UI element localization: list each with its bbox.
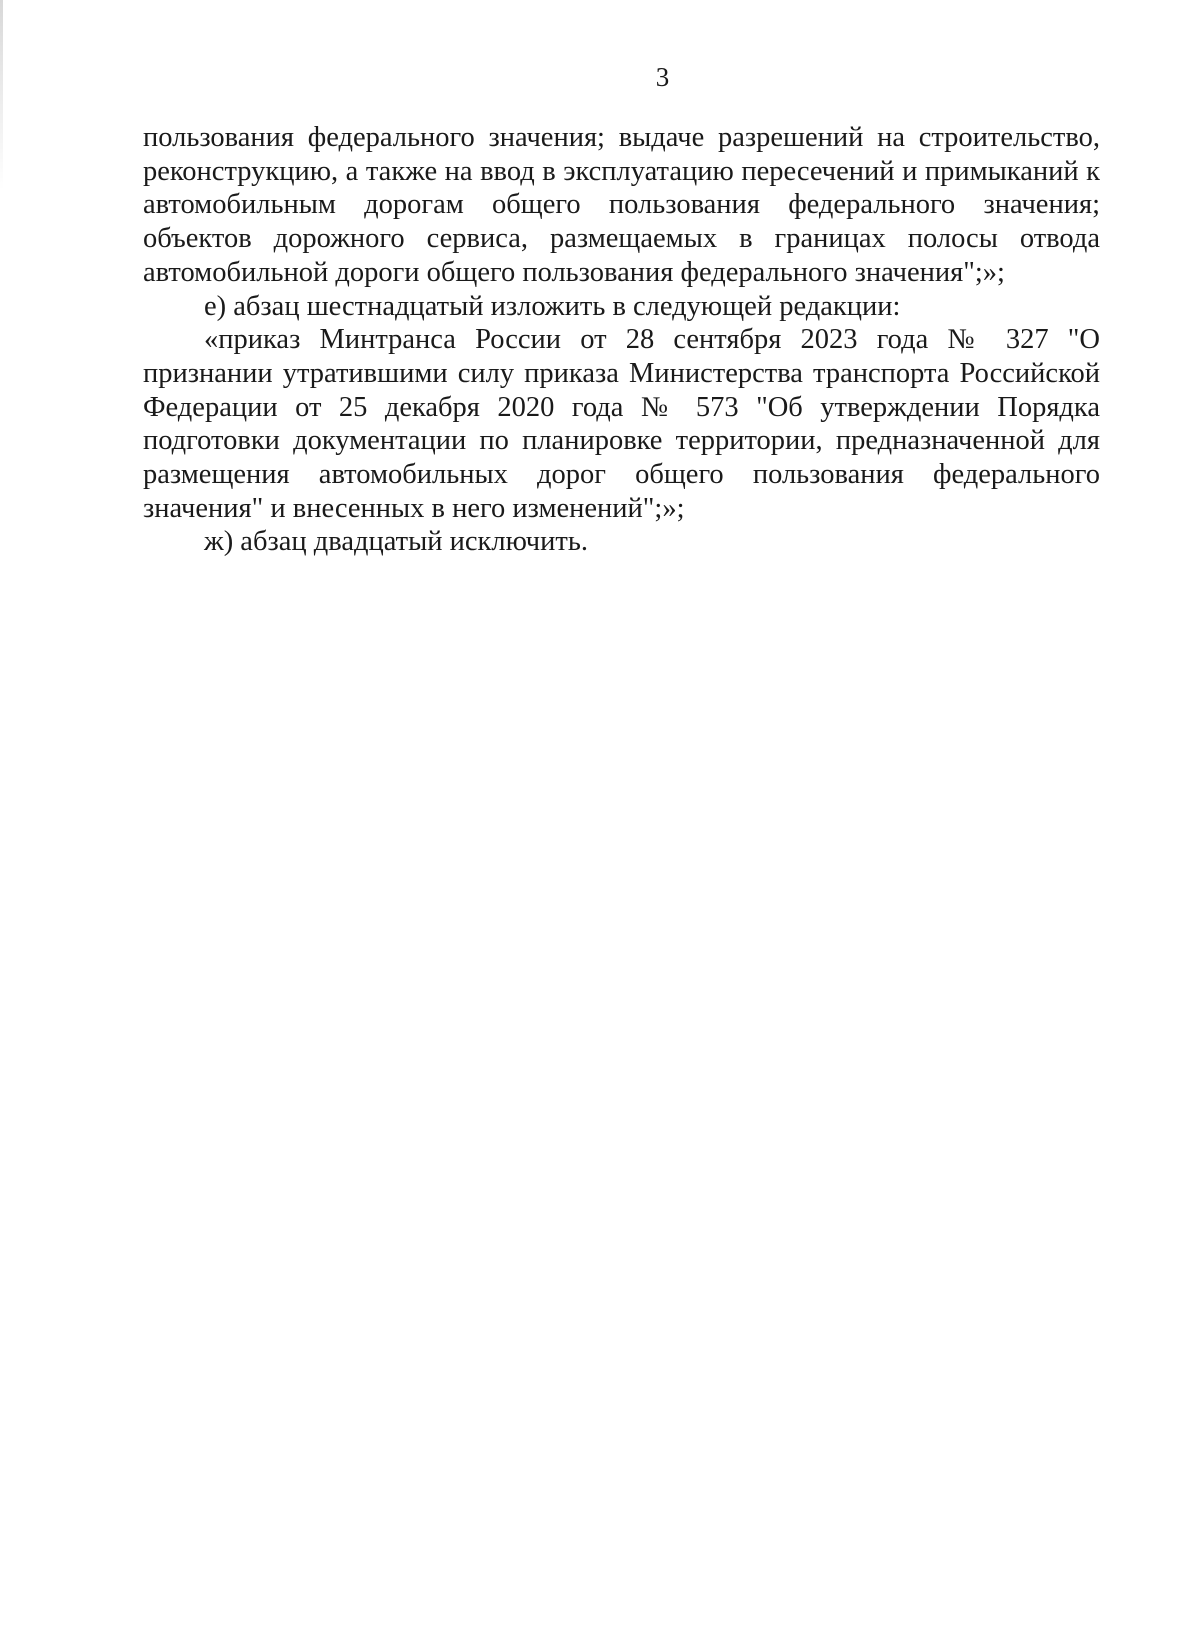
scan-edge-shadow: [0, 0, 3, 190]
paragraph-item-zh: ж) абзац двадцатый исключить.: [204, 526, 588, 558]
paragraph-order-quote: «приказ Минтранса России от 28 сентября 2023 года № 327 "О признании утратившими силу приказа Министерства транспорта Российской Федерации от 25 декабря 2020 года № 573 "Об утверждении Порядка подготовки документации по планировке территории, предназначенной для размещения автомобильных дорог общего пользования федерального значения" и внесенных в него изменений";»;: [143, 324, 1100, 524]
paragraph-continuation: пользования федерального значения; выдаче разрешений на строительство, реконструкцию, а также на ввод в эксплуатацию пересечений и примыканий к автомобильным дорогам общего пользования федерального значения; объектов дорожного сервиса, размещаемых в границах полосы отвода автомобильной дороги общего пользования федерального значения";»;: [143, 122, 1100, 288]
document-body: [143, 121, 1100, 559]
page-number: 3: [655, 62, 670, 92]
paragraph-item-e: е) абзац шестнадцатый изложить в следующей редакции:: [204, 290, 901, 322]
